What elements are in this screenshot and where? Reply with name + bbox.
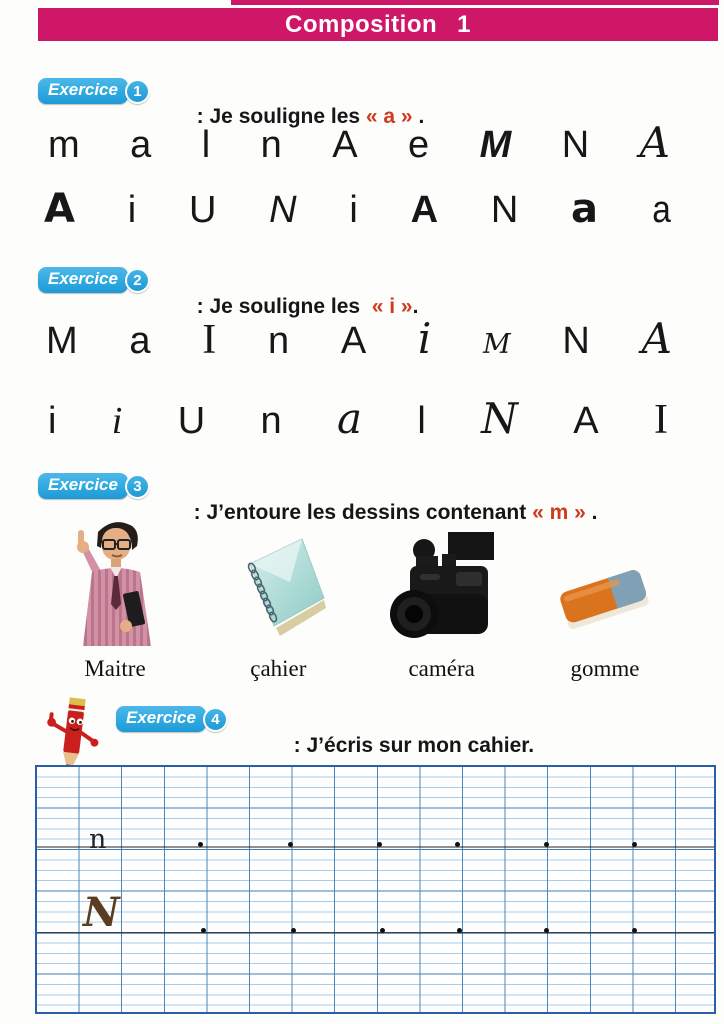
target-letter: « i » <box>371 295 413 318</box>
letter-A: A <box>340 320 367 362</box>
letter-N: N <box>481 394 518 443</box>
letter-n: n <box>260 400 282 442</box>
instruction-text: : J’écris sur mon cahier. <box>293 734 535 757</box>
exercise-4-number: 4 <box>203 707 228 732</box>
model-letter-N: N <box>83 889 120 936</box>
baseline-trace-2 <box>37 932 714 934</box>
exercise-2-badge-label: Exercice <box>38 267 128 293</box>
model-letter-n: n <box>89 824 107 855</box>
letter-A: A <box>410 189 439 231</box>
notebook-photo <box>228 512 328 650</box>
exercise-3-badge-label: Exercice <box>38 473 128 499</box>
exercise-1-number: 1 <box>125 79 150 104</box>
page-title: Composition <box>284 10 438 38</box>
letter-U: U <box>188 189 217 231</box>
instruction-suffix: . <box>412 295 419 318</box>
picture-label: çahier <box>250 656 307 681</box>
letter-l: l <box>201 124 211 166</box>
instruction-text: : Je souligne les <box>196 105 366 128</box>
letter-M: M <box>46 320 78 362</box>
header-accent-strip <box>231 0 719 5</box>
letter-e: e <box>408 124 430 166</box>
letter-m: m <box>48 124 80 166</box>
guide-dot <box>457 928 462 933</box>
letter-l: l <box>417 400 426 442</box>
letter-N: N <box>562 320 590 362</box>
eraser-photo <box>549 530 661 650</box>
letter-n: n <box>260 124 282 166</box>
camera-photo <box>386 512 498 650</box>
exercise-4-instruction <box>282 710 534 758</box>
letter-A: A <box>573 400 599 442</box>
page-title-bar <box>38 8 718 41</box>
instruction-text: : J’entoure les dessins contenant <box>193 501 533 524</box>
letter-a: a <box>652 189 671 231</box>
picture-maitre <box>40 512 190 682</box>
instruction-text: : Je souligne les <box>196 295 366 318</box>
guide-dot <box>455 842 460 847</box>
letter-i: i <box>48 400 57 442</box>
letter-N: N <box>269 189 297 231</box>
picture-camera <box>367 512 517 682</box>
letter-M: M <box>479 124 512 166</box>
exercise-2-letter-row-1 <box>46 314 672 374</box>
letter-i: i <box>417 314 432 363</box>
guide-dot <box>377 842 382 847</box>
picture-label: Maitre <box>84 656 146 681</box>
guide-dot <box>288 842 293 847</box>
letter-n: n <box>267 320 290 362</box>
letter-a: a <box>571 186 599 232</box>
exercise-1-badge-label: Exercice <box>38 78 128 104</box>
guide-dot <box>380 928 385 933</box>
letter-A: A <box>44 186 75 232</box>
picture-cahier <box>203 512 353 682</box>
letter-M: M <box>483 329 511 360</box>
letter-A: A <box>639 118 670 167</box>
exercise-3-badge <box>38 473 150 499</box>
exercise-4-badge <box>116 706 228 732</box>
letter-i: i <box>111 400 123 442</box>
exercise-1-letter-row-2 <box>44 186 672 242</box>
letter-N: N <box>490 189 519 231</box>
guide-dot <box>291 928 296 933</box>
guide-dot <box>544 928 549 933</box>
exercise-2-badge <box>38 267 150 293</box>
page-title-number: 1 <box>457 10 471 38</box>
guide-dot <box>198 842 203 847</box>
letter-a: a <box>129 320 151 362</box>
letter-i: i <box>349 189 358 231</box>
exercise-2-letter-row-2 <box>48 394 668 448</box>
letter-A: A <box>332 124 358 166</box>
letter-a: a <box>336 394 363 443</box>
exercise-1-badge <box>38 78 150 104</box>
teacher-photo <box>56 512 174 650</box>
letter-U: U <box>177 400 206 442</box>
guide-dot <box>632 928 637 933</box>
target-letter: « a » <box>365 105 413 128</box>
picture-label: gomme <box>570 656 640 681</box>
letter-I: I <box>202 317 217 363</box>
letter-i: i <box>127 189 137 231</box>
letter-a: a <box>130 124 152 166</box>
exercise-4-badge-label: Exercice <box>116 706 206 732</box>
guide-dot <box>632 842 637 847</box>
exercise-3-number: 3 <box>125 474 150 499</box>
guide-dot <box>544 842 549 847</box>
letter-N: N <box>561 124 590 166</box>
guide-dot <box>201 928 206 933</box>
baseline-trace-1 <box>37 846 714 848</box>
letter-I: I <box>653 397 668 443</box>
picture-label: caméra <box>408 656 475 681</box>
letter-A: A <box>641 314 672 363</box>
exercise-1-letter-row-1 <box>48 118 670 174</box>
target-letter: « m » <box>532 501 586 524</box>
exercise-3-pictures <box>40 512 680 682</box>
picture-gomme <box>530 512 680 682</box>
writing-grid[interactable] <box>35 765 716 1014</box>
exercise-2-instruction <box>185 271 418 319</box>
instruction-suffix: . <box>412 105 425 128</box>
exercise-2-number: 2 <box>125 268 150 293</box>
instruction-suffix: . <box>585 501 598 524</box>
